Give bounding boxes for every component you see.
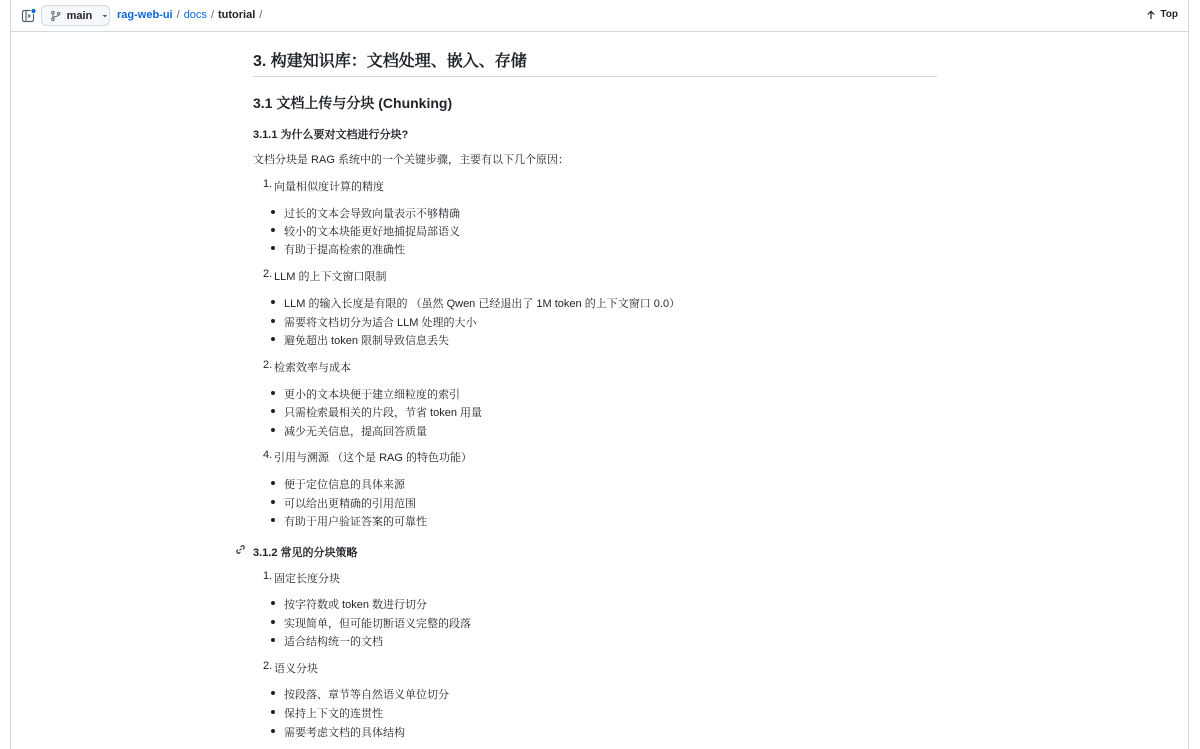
list-item: 只需检索最相关的片段，节省 token 用量: [284, 404, 482, 420]
top-label: Top: [1160, 9, 1178, 20]
list-item: 便于定位信息的具体来源: [284, 476, 405, 492]
list-item: 按字符数或 token 数进行切分: [284, 596, 427, 612]
reason-title: 检索效率与成本: [274, 362, 351, 374]
list-item-number: 2.: [263, 660, 273, 672]
list-item: 可以给出更精确的引用范围: [284, 495, 416, 511]
side-panel-toggle[interactable]: [21, 8, 37, 24]
list-item: 保持上下文的连贯性: [284, 705, 383, 721]
markdown-body: [253, 48, 937, 739]
breadcrumb-separator: /: [259, 9, 263, 21]
reason-title: LLM 的上下文窗口限制: [274, 271, 387, 283]
list-item: 需要将文档切分为适合 LLM 处理的大小: [284, 314, 477, 330]
file-header: [11, 0, 1188, 32]
list-item-number: 4.: [263, 449, 273, 461]
list-item: LLM 的输入长度是有限的 （虽然 Qwen 已经退出了 1M token 的上下文窗口 0.0）: [284, 295, 680, 311]
branch-selector-button[interactable]: [41, 5, 110, 26]
list-item: 适合结构统一的文档: [284, 633, 383, 649]
list-item-number: 1.: [263, 178, 273, 190]
branch-name: main: [66, 9, 93, 22]
git-branch-icon: [50, 10, 62, 22]
sidebar-expand-icon: [21, 8, 37, 24]
list-item: 较小的文本块能更好地捕捉局部语义: [284, 223, 460, 239]
list-item-number: 2.: [263, 359, 273, 371]
back-to-top-button[interactable]: [1146, 9, 1178, 20]
list-item: 实现简单，但可能切断语义完整的段落: [284, 615, 471, 631]
file-viewer-frame: [10, 0, 1189, 749]
link-icon[interactable]: [235, 544, 246, 555]
breadcrumb-separator: /: [210, 9, 214, 21]
list-item: 需要考虑文档的具体结构: [284, 724, 405, 740]
intro-paragraph: 文档分块是 RAG 系统中的一个关键步骤，主要有以下几个原因：: [253, 154, 569, 166]
strategy-title: 语义分块: [274, 663, 318, 675]
reason-title: 引用与溯源 （这个是 RAG 的特色功能）: [274, 452, 473, 464]
list-item: 有助于用户验证答案的可靠性: [284, 513, 427, 529]
reason-title: 向量相似度计算的精度: [274, 181, 384, 193]
breadcrumb: [117, 9, 266, 21]
strategy-title: 固定长度分块: [274, 573, 340, 585]
breadcrumb-repo-link[interactable]: rag-web-ui: [117, 9, 173, 21]
list-item: 更小的文本块便于建立细粒度的索引: [284, 386, 460, 402]
breadcrumb-separator: /: [176, 9, 180, 21]
list-item-number: 2.: [263, 268, 273, 280]
list-item: 按段落、章节等自然语义单位切分: [284, 686, 449, 702]
arrow-up-icon: [1146, 10, 1156, 20]
list-item: 避免超出 token 限制导致信息丢失: [284, 332, 449, 348]
heading-3: 3. 构建知识库：文档处理、嵌入、存储: [253, 48, 937, 77]
breadcrumb-docs-link[interactable]: docs: [183, 9, 207, 21]
list-item: 过长的文本会导致向量表示不够精确: [284, 205, 460, 221]
list-item-number: 1.: [263, 570, 273, 582]
breadcrumb-current: tutorial: [218, 9, 256, 21]
heading-3-1-1: 3.1.1 为什么要对文档进行分块?: [253, 129, 409, 141]
list-item: 有助于提高检索的准确性: [284, 241, 405, 257]
heading-3-1: 3.1 文档上传与分块 (Chunking): [253, 95, 453, 111]
list-item: 减少无关信息，提高回答质量: [284, 423, 427, 439]
heading-3-1-2: 3.1.2 常见的分块策略: [253, 547, 358, 559]
chevron-down-icon: [101, 12, 109, 20]
